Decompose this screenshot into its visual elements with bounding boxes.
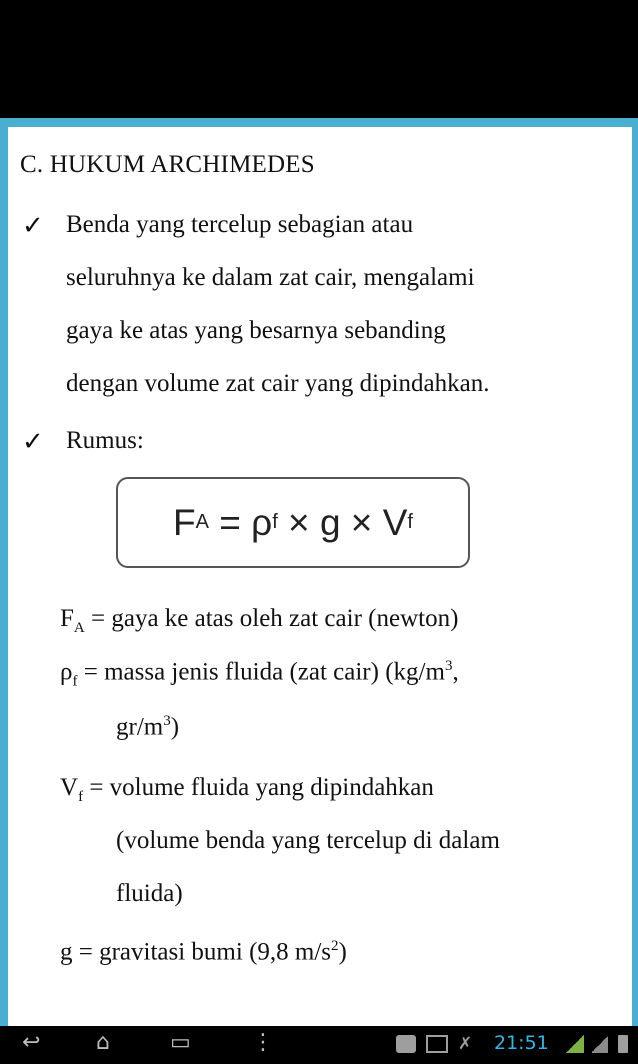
def-rho-unit: gr/m: [116, 713, 164, 741]
recent-apps-icon[interactable]: ▭: [170, 1030, 191, 1055]
signal-icon: [592, 1035, 608, 1053]
formula-sub-f: f: [407, 511, 413, 533]
home-icon[interactable]: ⌂: [96, 1030, 110, 1055]
checkmark-icon: ✓: [22, 211, 44, 240]
formula-times: ×: [277, 501, 320, 543]
formula-rho: ρ: [251, 501, 273, 543]
system-navigation-bar: [0, 1026, 638, 1064]
def-sub-f: f: [78, 789, 84, 805]
image-icon[interactable]: [426, 1035, 448, 1053]
def-sup-3: 3: [163, 713, 171, 729]
def-sub-f: f: [72, 673, 78, 690]
slide-page[interactable]: [8, 127, 632, 1026]
def-rho-unit-end: ): [170, 713, 180, 741]
formula-sub-f: f: [272, 511, 278, 533]
definition-fa: [60, 605, 458, 637]
definition-rho-cont: [116, 713, 179, 741]
definition-vf-cont: fluida): [116, 880, 183, 907]
def-rho-text-end: ,: [452, 658, 459, 686]
def-symbol-rho: ρ: [60, 658, 73, 686]
formula-V: V: [382, 501, 408, 543]
def-symbol-V: V: [60, 774, 79, 801]
def-sup-3: 3: [444, 658, 453, 674]
def-sub-A: A: [73, 620, 85, 636]
paragraph-line: seluruhnya ke dalam zat cair, mengalami: [66, 264, 475, 291]
formula-equals: =: [208, 501, 252, 543]
muted-icon: ✗: [458, 1034, 473, 1054]
notification-icon[interactable]: [396, 1035, 416, 1053]
def-fa-text: = gaya ke atas oleh zat cair (newton): [84, 605, 459, 632]
def-g-text: g = gravitasi bumi (9,8 m/s: [60, 938, 332, 966]
definition-g: [60, 938, 347, 966]
back-icon[interactable]: ↩: [22, 1030, 41, 1055]
paragraph-line: Benda yang tercelup sebagian atau: [66, 211, 414, 238]
formula-F: F: [173, 501, 196, 543]
def-g-text-end: ): [338, 938, 347, 966]
def-rho-text: = massa jenis fluida (zat cair) (kg/m: [77, 658, 445, 686]
definition-vf-cont: (volume benda yang tercelup di dalam: [116, 827, 500, 854]
top-black-bar: [0, 0, 638, 118]
paragraph-line: dengan volume zat cair yang dipindahkan.: [66, 370, 490, 397]
formula-sub-A: A: [195, 511, 209, 533]
battery-icon: [618, 1035, 628, 1053]
formula-box: [116, 477, 470, 568]
definition-vf: [60, 774, 434, 806]
wifi-icon: [566, 1035, 584, 1053]
rumus-label: Rumus:: [66, 427, 144, 454]
slide-frame: [0, 118, 638, 1026]
definition-rho: [60, 658, 459, 690]
def-symbol-F: F: [60, 605, 74, 632]
slide-heading: C. HUKUM ARCHIMEDES: [20, 151, 315, 178]
menu-icon[interactable]: ⋮: [252, 1030, 274, 1055]
status-clock[interactable]: 21:51: [494, 1032, 549, 1054]
paragraph-line: gaya ke atas yang besarnya sebanding: [66, 317, 446, 344]
def-vf-text: = volume fluida yang dipindahkan: [83, 774, 434, 801]
formula-times: ×: [340, 501, 383, 543]
formula-g: g: [319, 501, 341, 543]
checkmark-icon: ✓: [22, 427, 44, 456]
def-sup-2: 2: [331, 938, 339, 954]
